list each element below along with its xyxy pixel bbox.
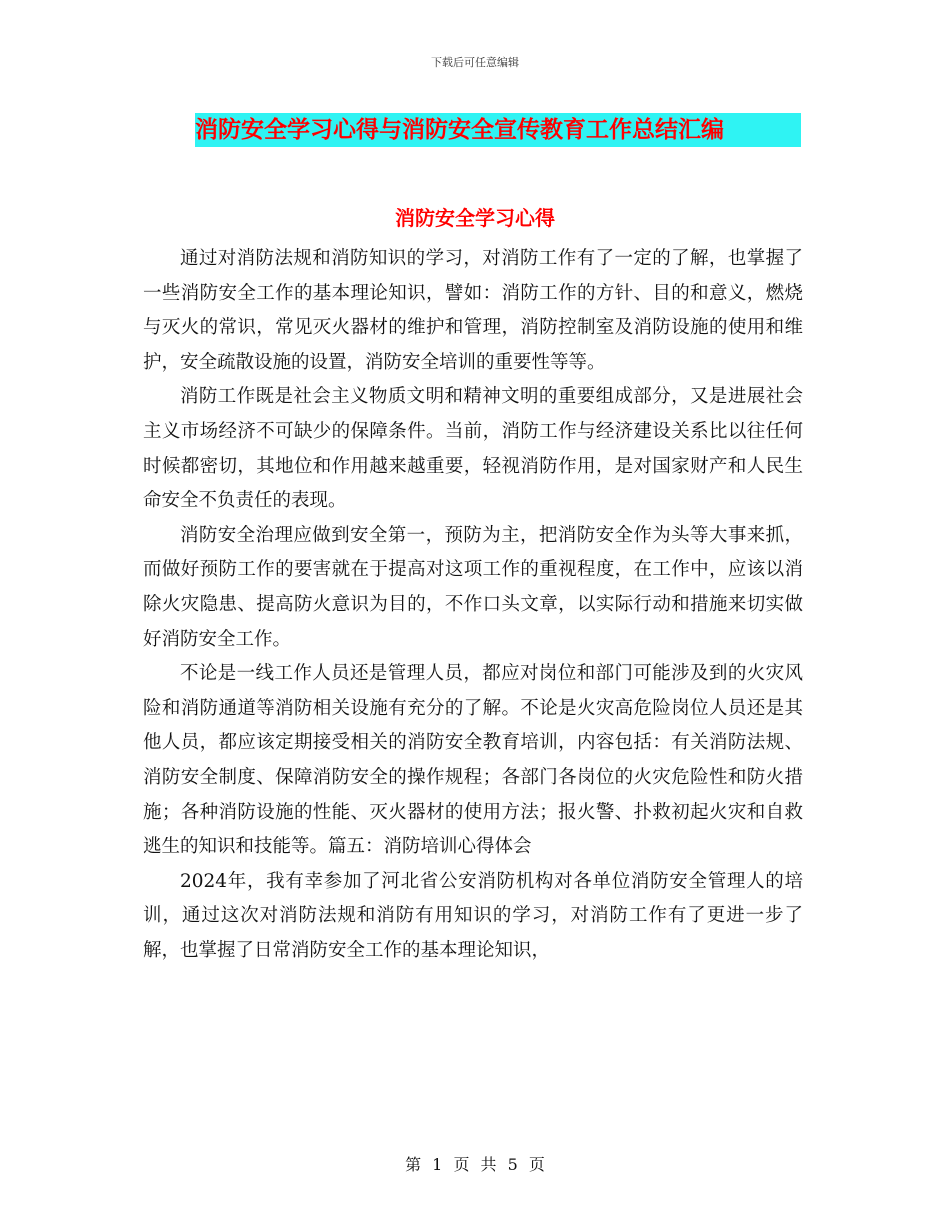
paragraph: 消防工作既是社会主义物质文明和精神文明的重要组成部分，又是进展社会主义市场经济不可缺少的保障条件。当前，消防工作与经济建设关系比以往任何时候都密切，其地位和作用越来越重要，轻视消防作用，是对国家财产和人民生命安全不负责任的表现。 bbox=[143, 386, 803, 512]
section-title: 消防安全学习心得 bbox=[395, 206, 555, 230]
paragraph: 通过对消防法规和消防知识的学习，对消防工作有了一定的了解，也掌握了一些消防安全工作的基本理论知识，譬如：消防工作的方针、目的和意义，燃烧与灭火的常识，常见灭火器材的维护和管理，消防控制室及消防设施的使用和维护，安全疏散设施的设置，消防安全培训的重要性等等。 bbox=[143, 248, 803, 373]
paragraph: 不论是一线工作人员还是管理人员，都应对岗位和部门可能涉及到的火灾风险和消防通道等消防相关设施有充分的了解。不论是火灾高危险岗位人员还是其他人员，都应该定期接受相关的消防安全教育培训，内容包括：有关消防法规、消防安全制度、保障消防安全的操作规程；各部门各岗位的火灾危险性和防火措施；各种消防设施的性能、灭火器材的使用方法；报火警、扑救初起火灾和自救逃生的知识和技能等。篇五：消防培训心得体会 bbox=[143, 663, 803, 858]
document-title: 消防安全学习心得与消防安全宣传教育工作总结汇编 bbox=[195, 113, 801, 147]
paragraph: 消防安全治理应做到安全第一，预防为主，把消防安全作为头等大事来抓，而做好预防工作的要害就在于提高对这项工作的重视程度，在工作中，应该以消除火灾隐患、提高防火意识为目的，不作口头文章，以实际行动和措施来切实做好消防安全工作。 bbox=[143, 524, 803, 650]
document-body bbox=[143, 242, 803, 968]
paragraph: 2024年，我有幸参加了河北省公安消防机构对各单位消防安全管理人的培训，通过这次对消防法规和消防有用知识的学习，对消防工作有了更进一步了解，也掌握了日常消防安全工作的基本理论知识， bbox=[143, 870, 803, 961]
page-number: 第 1 页 共 5 页 bbox=[405, 1155, 545, 1174]
header-note: 下载后可任意编辑 bbox=[431, 56, 519, 69]
